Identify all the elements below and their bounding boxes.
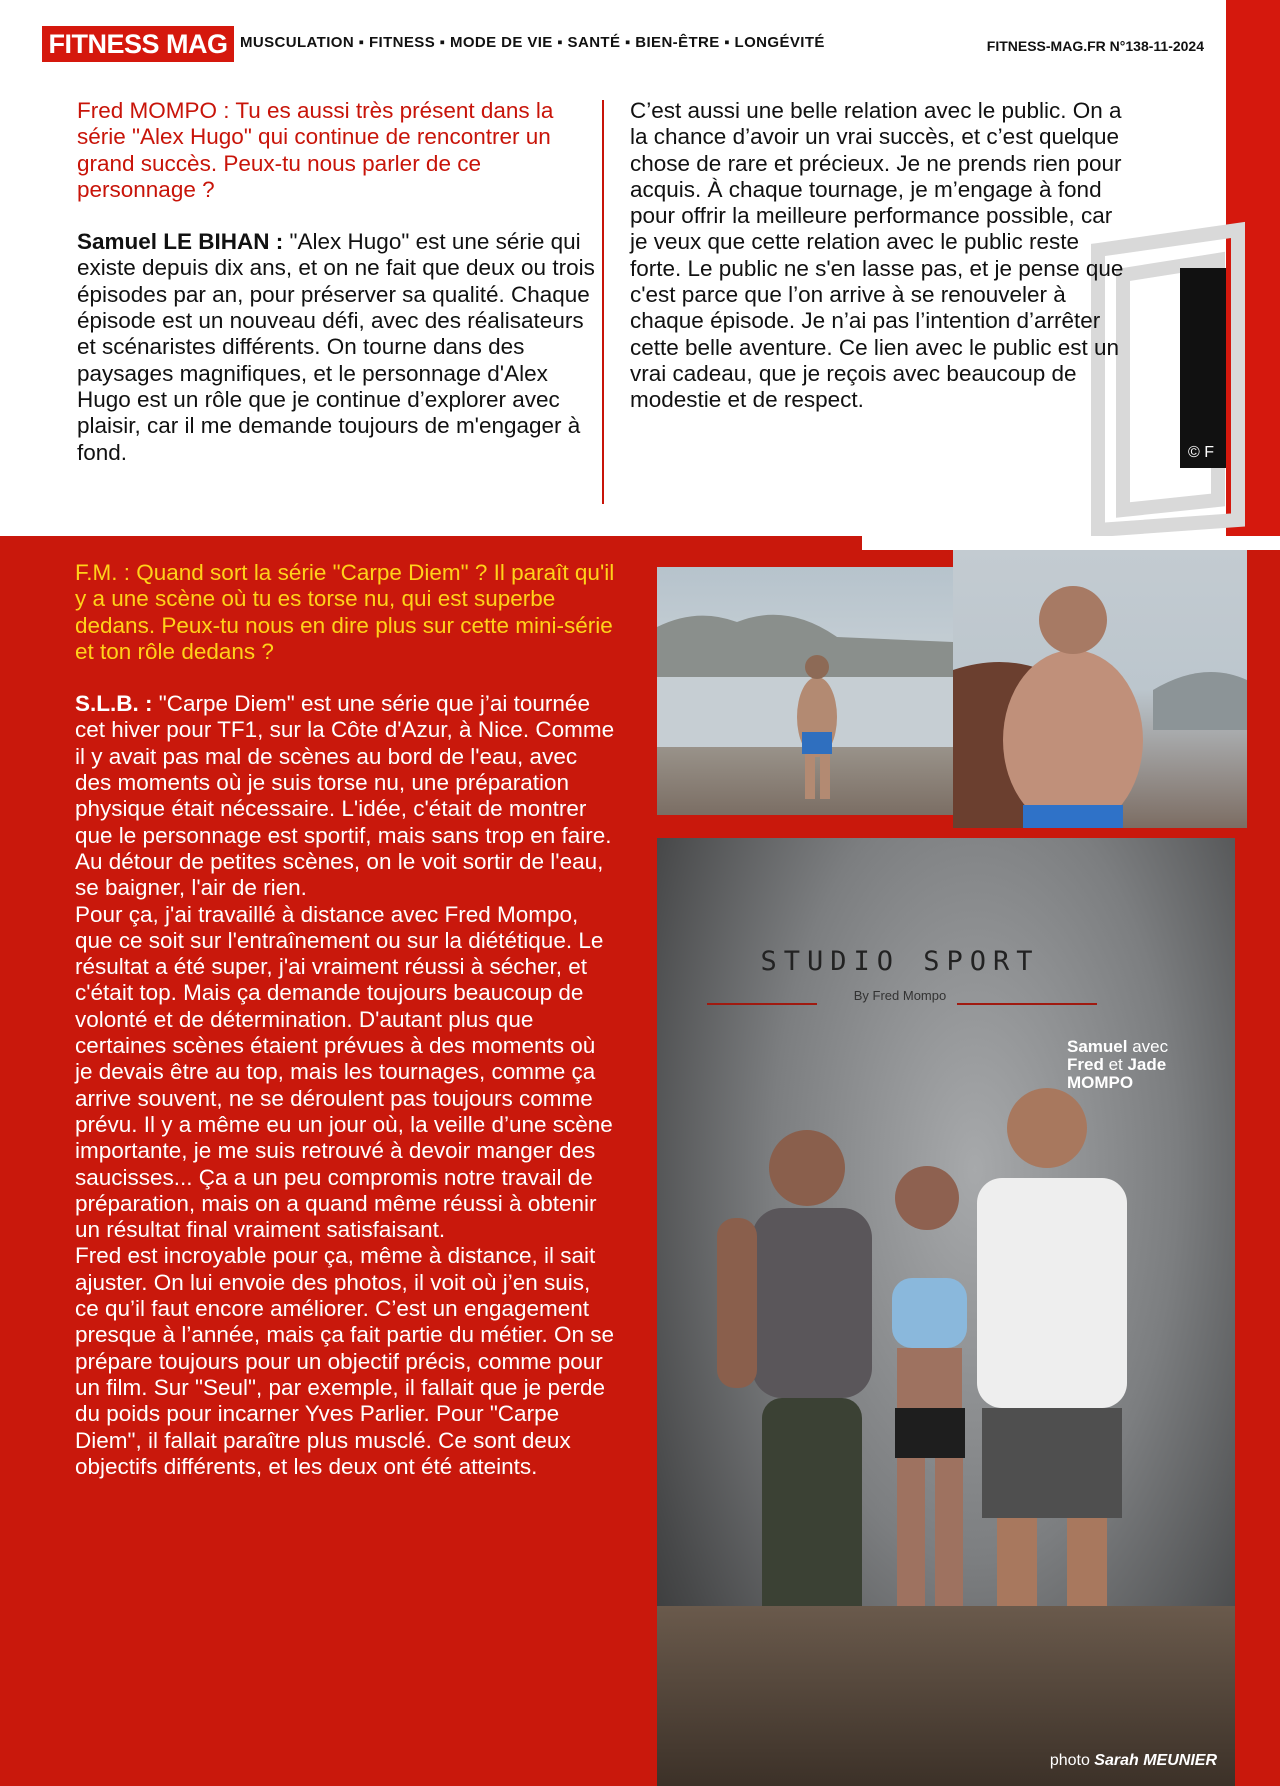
article-column-left — [77, 98, 597, 466]
caption-name-mompo: MOMPO — [1067, 1073, 1134, 1092]
column-divider — [602, 100, 604, 504]
interview-answer-1 — [77, 229, 597, 466]
interview-question-2: F.M. : Quand sort la série "Carpe Diem" ? Il paraît qu'il y a une scène où tu es torse nu, qui est superbe dedans. Peux-tu nous en dire plus sur cette mini-série et ton rôle dedans ? — [75, 560, 615, 664]
photo-credit — [1050, 1752, 1217, 1770]
answer-text: "Alex Hugo" est une série qui existe depuis dix ans, et on ne fait que deux ou trois épisodes par an, pour préserver sa qualité. Chaque épisode est un nouveau défi, avec des réalisateurs et scénaristes différents. On tourne dans des paysages magnifiques, et le personnage d'Alex Hugo est un rôle que je continue d’explorer avec plaisir, car il me demande toujours de m'engager à fond. — [77, 229, 595, 465]
caption-et: et — [1103, 1055, 1128, 1074]
caption-avec: avec — [1127, 1037, 1169, 1056]
photo-caption — [1067, 1038, 1168, 1092]
speaker-label: S.L.B. : — [75, 691, 153, 717]
interview-answer-2-paragraph-3: Fred est incroyable pour ça, même à distance, il sait ajuster. On lui envoie des photos, il voit où j’en suis, ce qu’il faut encore améliorer. C’est un engagement presque à l’année, mais ça fait partie du métier. On se prépare toujours pour un objectif précis, comme pour un film. Sur "Seul", par exemple, il fallait que je perde du poids pour incarner Yves Parlier. Pour "Carpe Diem", il fallait paraître plus musclé. Ce sont deux objectifs différents, et les deux ont été atteints. — [75, 1243, 615, 1479]
article-column-red — [75, 560, 615, 1480]
section-nav: MUSCULATION ▪ FITNESS ▪ MODE DE VIE ▪ SANTÉ ▪ BIEN-ÊTRE ▪ LONGÉVITÉ — [240, 34, 825, 51]
decorative-copyright: © F — [1188, 444, 1215, 461]
decorative-dark-block — [1180, 268, 1226, 468]
caption-name-samuel: Samuel — [1067, 1037, 1128, 1056]
issue-number: FITNESS-MAG.FR N°138-11-2024 — [986, 38, 1204, 54]
red-section-notch — [862, 536, 1280, 550]
speaker-label: Samuel LE BIHAN : — [77, 229, 284, 255]
caption-name-fred: Fred — [1067, 1055, 1104, 1074]
beach-photo-closeup — [953, 550, 1247, 828]
studio-group-photo — [657, 838, 1235, 1786]
interview-question-1: Fred MOMPO : Tu es aussi très présent dans la série "Alex Hugo" qui continue de rencontrer un grand succès. Peux-tu nous parler de ce personnage ? — [77, 98, 554, 202]
magazine-logo: FITNESS MAG — [42, 26, 234, 62]
interview-answer-2 — [75, 691, 615, 901]
interview-answer-2-paragraph-2: Pour ça, j'ai travaillé à distance avec Fred Mompo, que ce soit sur l'entraînement ou sur la diététique. Le résultat a été super, j'ai vraiment réussi à sécher, et c'était top. Mais ça demande toujours beaucoup de volonté et de détermination. D'autant plus que certaines scènes étaient prévues à des moments où je devais être au top, mais les tournages, comme ça arrive souvent, ne se déroulent pas toujours comme prévu. Il y a même eu un jour où, la veille d’une scène importante, je me suis retrouvé à devoir manger des saucisses... Ça a un peu compromis notre travail de préparation, mais on a quand même réussi à obtenir un résultat final vraiment satisfaisant. — [75, 901, 613, 1243]
beach-photo-wide — [657, 567, 953, 815]
answer-text: "Carpe Diem" est une série que j’ai tournée cet hiver pour TF1, sur la Côte d'Azur, à Nice. Comme il y avait pas mal de scènes au bord de l'eau, avec des moments où je suis torse nu, une préparation physique était nécessaire. L'idée, c'était de montrer que le personnage est sportif, mais sans trop en faire. Au détour de petites scènes, on le voit sortir de l'eau, se baigner, l'air de rien. — [75, 691, 615, 901]
studio-sign-subtitle: By Fred Mompo — [853, 988, 947, 1003]
photo-credit-prefix: photo — [1049, 1752, 1095, 1769]
article-column-right — [630, 98, 1130, 414]
studio-sign-title: STUDIO SPORT — [760, 946, 1040, 977]
interview-answer-1-continued: C’est aussi une belle relation avec le public. On a la chance d’avoir un vrai succès, et c’est quelque chose de rare et précieux. Je ne prends rien pour acquis. À chaque tournage, je m’engage à fond pour offrir la meilleure performance possible, car je veux que cette relation avec le public reste forte. Le public ne s'en lasse pas, et je pense que c'est parce que l’on arrive à se renouveler à chaque épisode. Je n’ai pas l’intention d’arrêter cette belle aventure. Ce lien avec le public est un vrai cadeau, que je reçois avec beaucoup de modestie et de respect. — [630, 98, 1124, 413]
caption-name-jade: Jade — [1127, 1055, 1167, 1074]
photo-credit-name: Sarah MEUNIER — [1094, 1752, 1217, 1769]
